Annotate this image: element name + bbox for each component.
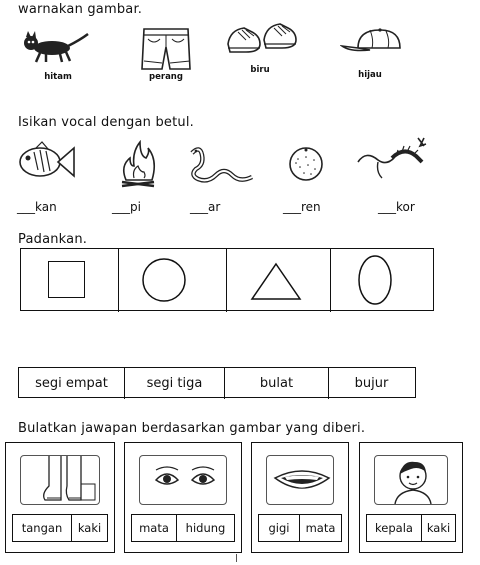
answer-options (258, 514, 342, 542)
cat-icon (18, 30, 90, 64)
answer-card (5, 442, 115, 553)
feet-icon (20, 455, 100, 505)
divider-mark (236, 554, 237, 562)
word-cell[interactable]: bujur (354, 376, 389, 391)
option-gigi[interactable]: gigi (268, 521, 290, 535)
triangle-icon (249, 261, 303, 301)
vowel-blank[interactable]: ___kan (17, 200, 57, 214)
fire-icon (118, 140, 158, 188)
shape-cell[interactable] (21, 249, 119, 312)
option-hidung[interactable]: hidung (176, 515, 234, 541)
instruction-circle-answer: Bulatkan jawapan berdasarkan gambar yang diberi. (18, 421, 366, 436)
answer-card (359, 442, 463, 553)
eyes-icon (139, 455, 227, 505)
oval-icon (357, 254, 393, 306)
colour-label: hijau (358, 70, 382, 80)
word-cell[interactable]: bulat (225, 368, 329, 399)
shape-cell[interactable] (227, 249, 331, 312)
option-mata[interactable]: mata (139, 521, 169, 535)
instruction-colour: warnakan gambar. (18, 2, 143, 17)
option-mata[interactable]: mata (299, 515, 341, 541)
colour-label: perang (149, 72, 183, 82)
answer-options (12, 514, 108, 542)
option-tangan[interactable]: tangan (21, 521, 63, 535)
word-cell[interactable]: segi tiga (125, 368, 225, 399)
shape-cell[interactable] (331, 249, 432, 312)
vowel-blank[interactable]: ___ar (190, 200, 221, 214)
boy-face-icon (374, 455, 448, 505)
instruction-vowel: Isikan vocal dengan betul. (18, 115, 194, 130)
answer-options (366, 514, 456, 542)
orange-icon (286, 143, 326, 183)
shorts-icon (140, 25, 192, 73)
instruction-match: Padankan. (18, 232, 88, 247)
fish-icon (16, 140, 76, 184)
vowel-blank[interactable]: ___ren (283, 200, 321, 214)
answer-card (251, 442, 349, 553)
shape-row (20, 248, 434, 311)
answer-card (124, 442, 242, 553)
option-kaki[interactable]: kaki (421, 515, 455, 541)
worm-icon (356, 136, 428, 182)
square-icon (48, 261, 85, 298)
shape-cell[interactable] (119, 249, 227, 312)
option-kaki[interactable]: kaki (71, 515, 107, 541)
colour-label: hitam (44, 72, 72, 82)
word-cell[interactable]: segi empat (19, 368, 125, 399)
answer-options (131, 514, 235, 542)
option-kepala[interactable]: kepala (375, 521, 413, 535)
colour-label: biru (250, 65, 270, 75)
vowel-blank[interactable]: ___kor (378, 200, 415, 214)
word-row (18, 367, 416, 398)
shoes-icon (226, 22, 298, 58)
circle-icon (141, 257, 187, 303)
snake-icon (186, 143, 256, 187)
vowel-blank[interactable]: ___pi (112, 200, 141, 214)
mouth-icon (266, 455, 334, 505)
cap-icon (340, 26, 406, 58)
